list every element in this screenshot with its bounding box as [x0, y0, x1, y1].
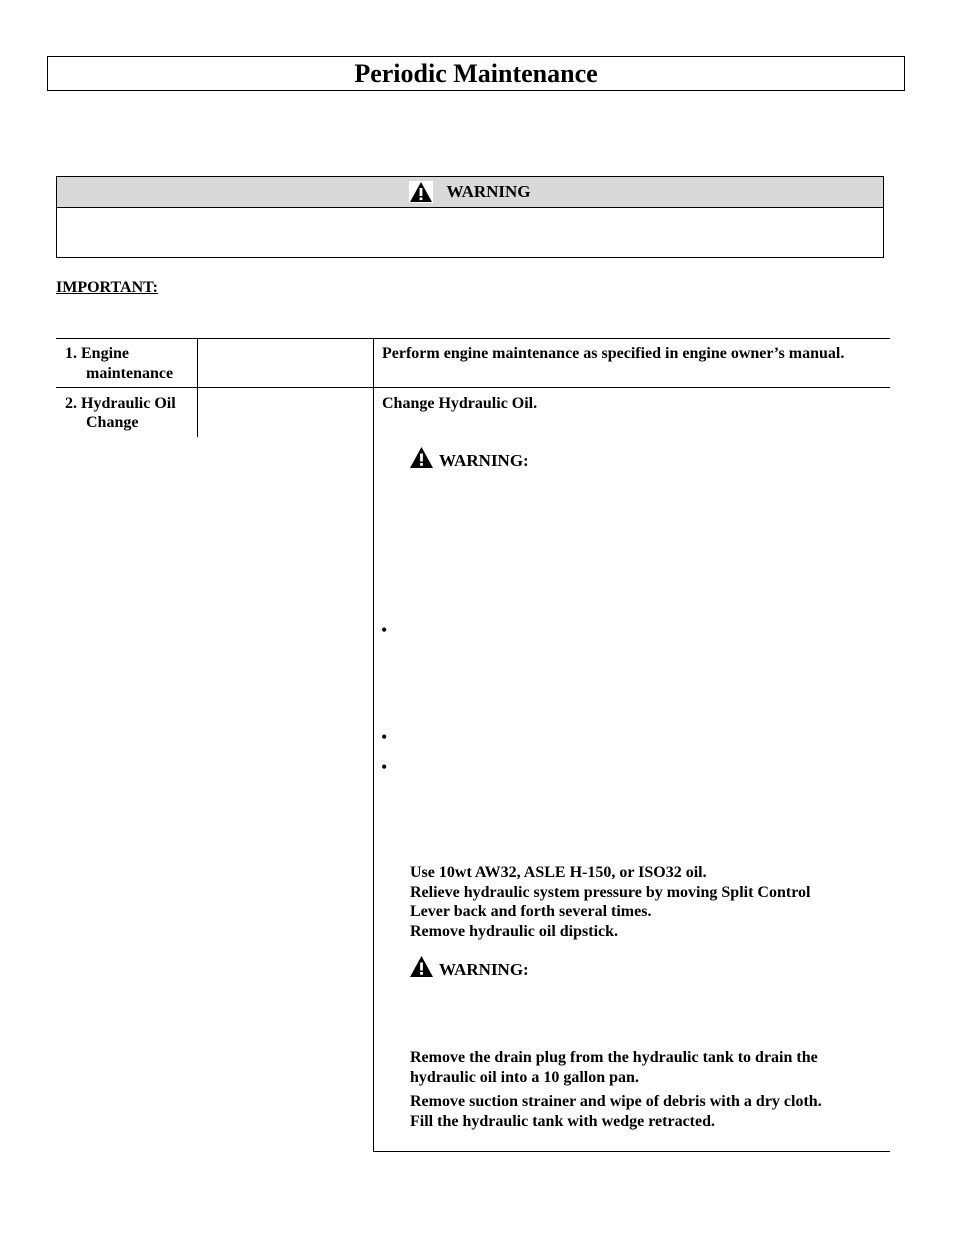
- warning-triangle-icon: [409, 955, 434, 978]
- procedure-step: Lever back and forth several times.: [410, 903, 652, 920]
- column-divider-2: [373, 338, 374, 1152]
- table-top-rule: [56, 338, 890, 339]
- warning-label: WARNING:: [439, 960, 529, 979]
- warning-box: [56, 176, 884, 258]
- table-row-item: 2. Hydraulic Oil: [65, 395, 176, 412]
- table-row-item: 1. Engine: [65, 345, 130, 362]
- list-bullet: •: [381, 757, 388, 777]
- warning-box-header: [57, 177, 883, 208]
- column-divider-1: [197, 338, 198, 437]
- procedure-step: Fill the hydraulic tank with wedge retracted.: [410, 1113, 716, 1130]
- warning-triangle-icon: [409, 181, 433, 203]
- hydraulic-warning-2: [409, 952, 529, 980]
- list-bullet: •: [381, 620, 388, 640]
- procedure-step: Use 10wt AW32, ASLE H-150, or ISO32 oil.: [410, 864, 707, 881]
- warning-triangle-icon: [409, 446, 434, 469]
- important-label: IMPORTANT:: [56, 279, 158, 296]
- table-row-item: Change: [86, 414, 139, 431]
- table-row-procedure: Perform engine maintenance as specified in engine owner’s manual.: [382, 345, 845, 362]
- procedure-step: Remove hydraulic oil dipstick.: [410, 923, 619, 940]
- procedure-step: Relieve hydraulic system pressure by moving Split Control: [410, 884, 811, 901]
- table-bottom-rule: [373, 1151, 890, 1152]
- table-row-item: maintenance: [86, 365, 174, 382]
- table-row-procedure: Change Hydraulic Oil.: [382, 395, 538, 412]
- procedure-step: hydraulic oil into a 10 gallon pan.: [410, 1069, 639, 1086]
- warning-box-title: WARNING: [446, 182, 531, 201]
- procedure-step: Remove the drain plug from the hydraulic tank to drain the: [410, 1049, 818, 1066]
- page-title: Periodic Maintenance: [47, 56, 905, 91]
- warning-label: WARNING:: [439, 451, 529, 470]
- hydraulic-warning-1: [409, 443, 529, 471]
- row-divider: [56, 387, 890, 388]
- list-bullet: •: [381, 727, 388, 747]
- procedure-step: Remove suction strainer and wipe of debris with a dry cloth.: [410, 1093, 822, 1110]
